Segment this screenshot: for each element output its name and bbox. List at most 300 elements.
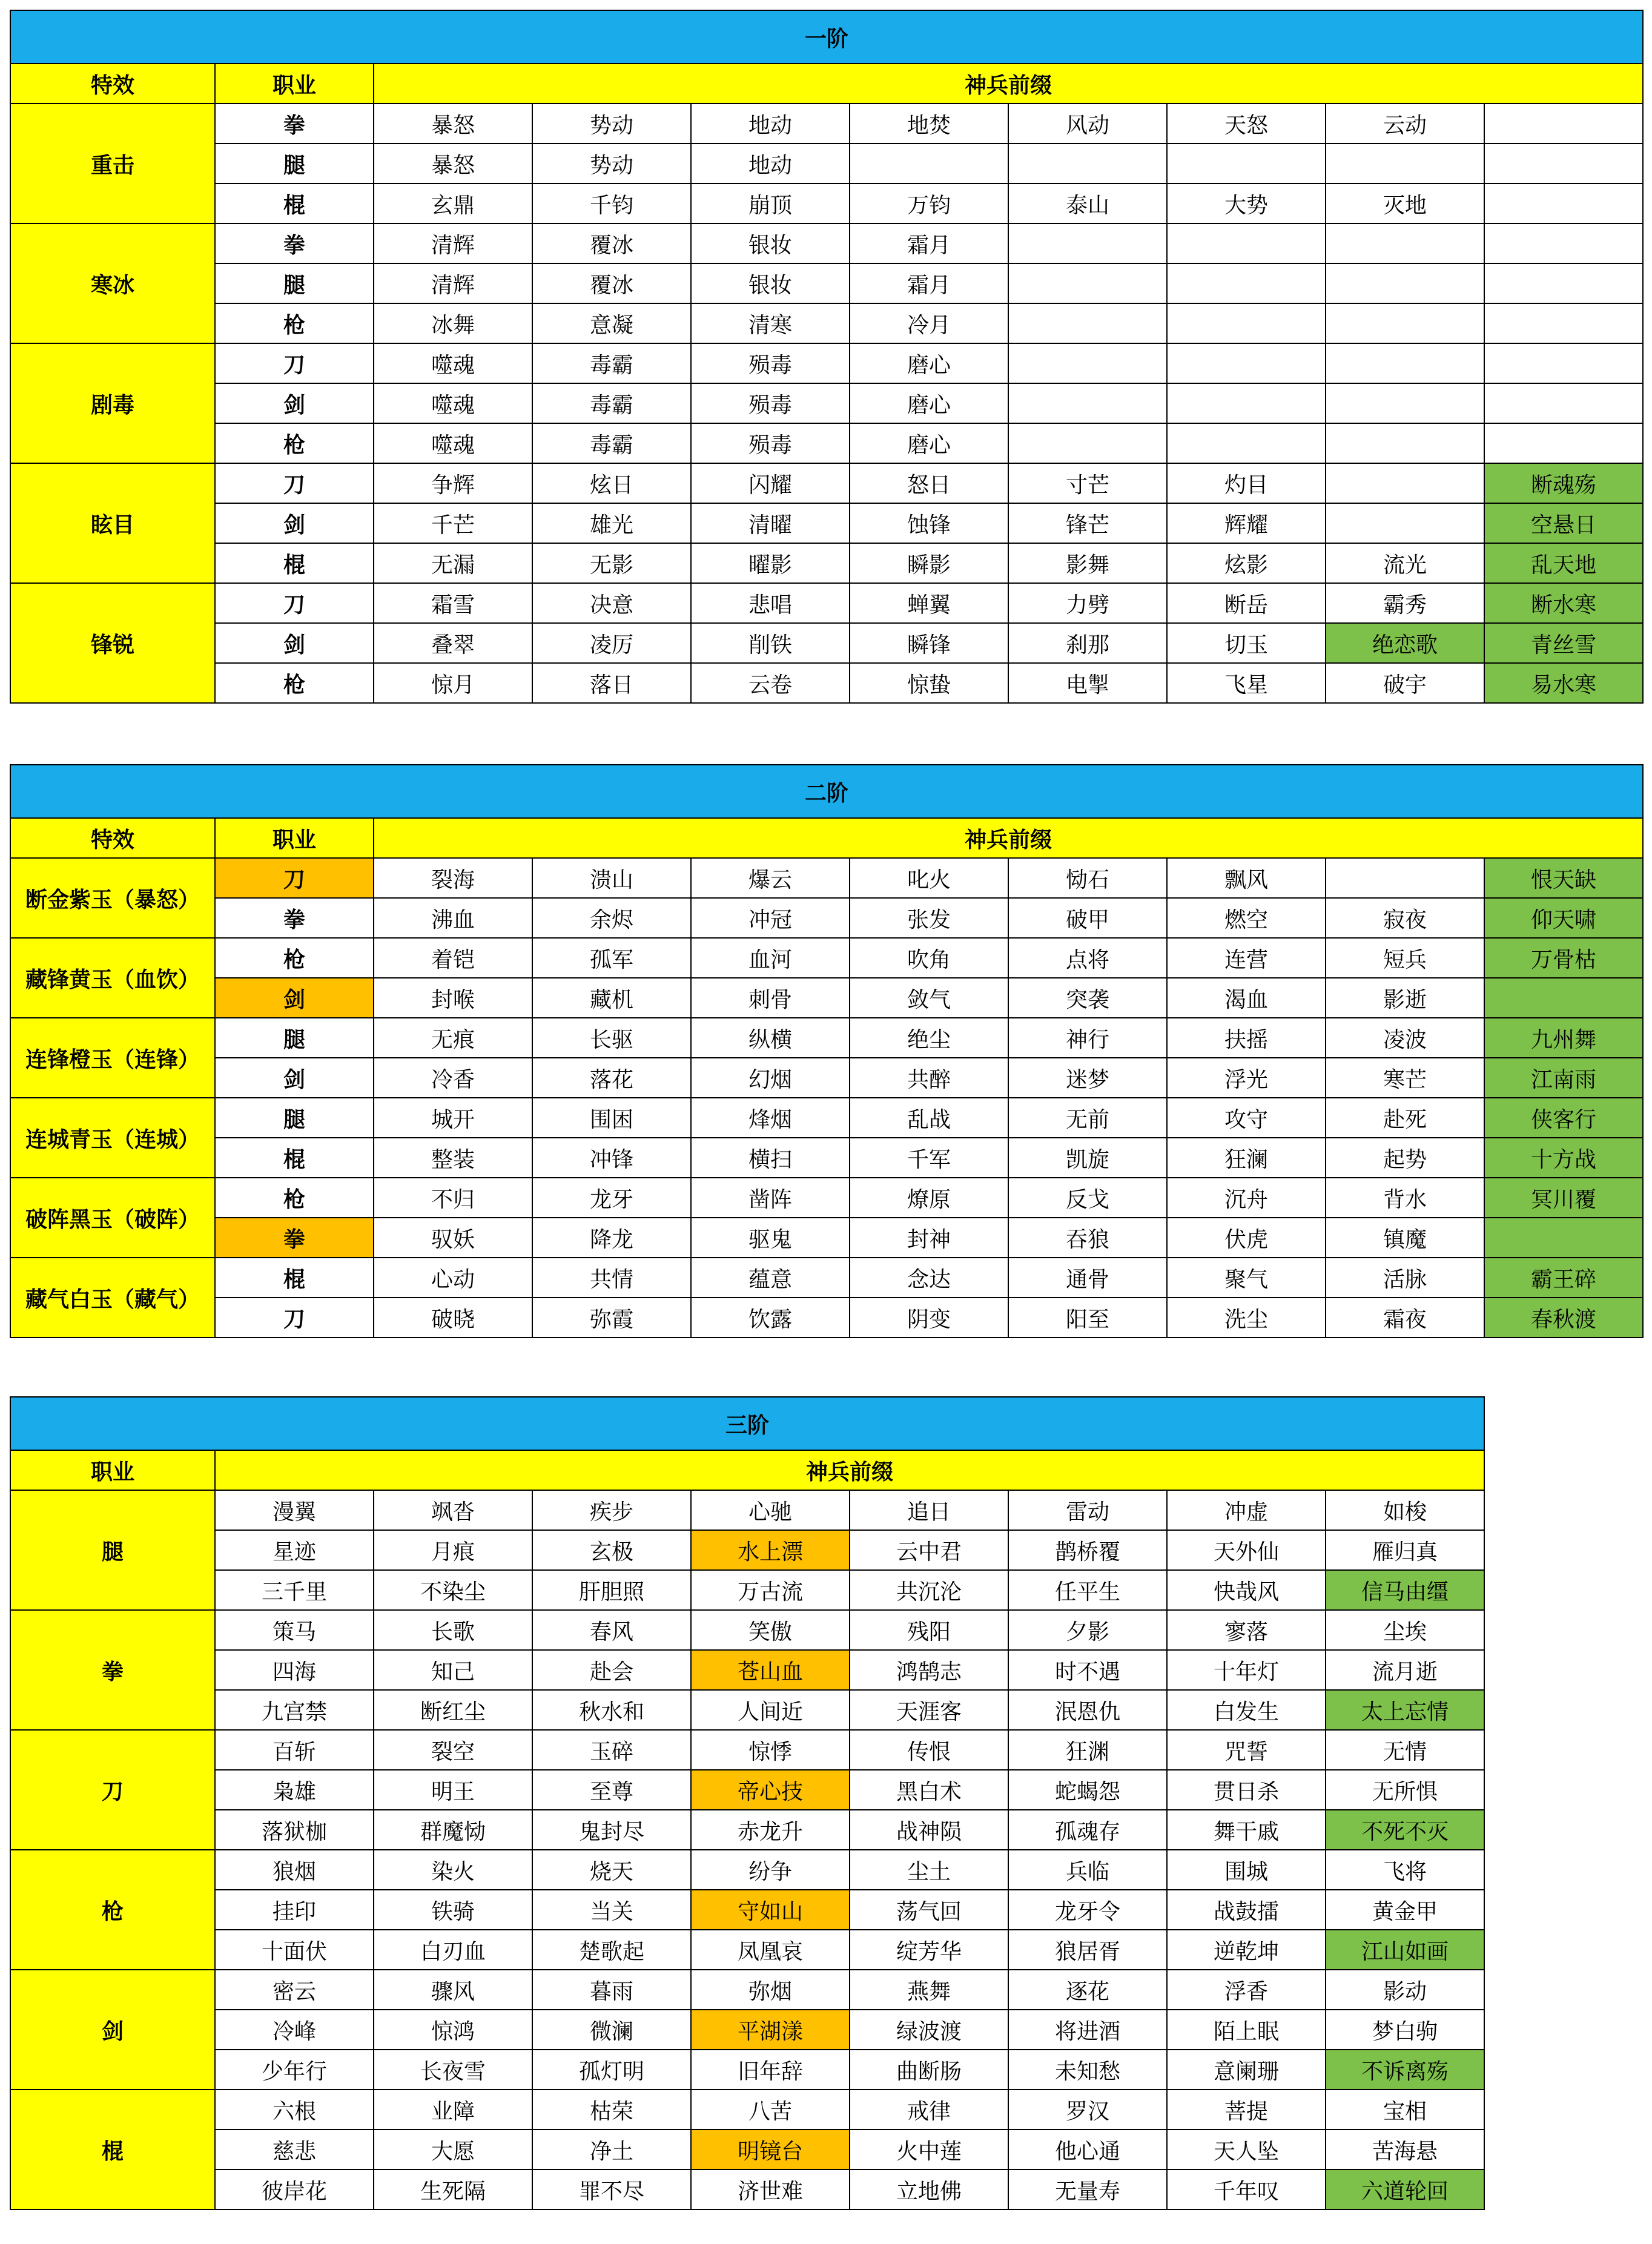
prefix-cell: 封神 (850, 1218, 1008, 1258)
table-row (10, 898, 1643, 938)
prefix-cell: 梦白驹 (1326, 2010, 1484, 2050)
job-cell: 腿 (10, 1490, 215, 1610)
prefix-cell: 大势 (1167, 183, 1326, 223)
prefix-cell: 冲锋 (532, 1138, 691, 1178)
job-cell: 腿 (215, 1098, 374, 1138)
prefix-cell: 旧年辞 (691, 2050, 850, 2090)
prefix-cell: 狼烟 (215, 1850, 374, 1890)
prefix-cell: 突袭 (1008, 978, 1167, 1018)
prefix-cell: 万古流 (691, 1570, 850, 1610)
prefix-cell: 千钧 (532, 183, 691, 223)
prefix-cell: 黑白术 (850, 1770, 1008, 1810)
prefix-cell: 藏机 (532, 978, 691, 1018)
header-row (10, 64, 1643, 104)
prefix-cell (1167, 223, 1326, 263)
section-title: 一阶 (10, 10, 1643, 64)
job-cell: 棍 (215, 543, 374, 583)
prefix-cell: 燎原 (850, 1178, 1008, 1218)
table-row (10, 938, 1643, 978)
prefix-cell: 龙牙令 (1008, 1890, 1167, 1930)
prefix-cell: 千军 (850, 1138, 1008, 1178)
prefix-cell: 云中君 (850, 1530, 1008, 1570)
prefix-cell: 落日 (532, 663, 691, 703)
prefix-cell: 长歌 (374, 1610, 532, 1650)
prefix-cell (1167, 263, 1326, 303)
table-row (10, 1530, 1484, 1570)
prefix-cell: 星迹 (215, 1530, 374, 1570)
prefix-cell: 饮露 (691, 1298, 850, 1338)
header-prefix: 神兵前缀 (215, 1450, 1484, 1490)
prefix-cell: 尘土 (850, 1850, 1008, 1890)
job-cell: 剑 (215, 383, 374, 423)
prefix-cell: 阳至 (1008, 1298, 1167, 1338)
prefix-cell (1326, 223, 1484, 263)
prefix-cell: 微澜 (532, 2010, 691, 2050)
table-row (10, 2010, 1484, 2050)
prefix-cell: 洗尘 (1167, 1298, 1326, 1338)
prefix-cell: 浮光 (1167, 1058, 1326, 1098)
prefix-cell: 尘埃 (1326, 1610, 1484, 1650)
prefix-cell: 殒毒 (691, 383, 850, 423)
table-row (10, 2170, 1484, 2209)
prefix-cell: 冷月 (850, 303, 1008, 343)
prefix-cell (1326, 263, 1484, 303)
prefix-cell (1167, 343, 1326, 383)
job-cell: 棍 (10, 2090, 215, 2209)
header-effect: 特效 (10, 64, 215, 104)
prefix-cell: 霜月 (850, 223, 1008, 263)
effect-cell: 锋锐 (10, 583, 215, 703)
prefix-cell: 惊月 (374, 663, 532, 703)
table-row (10, 1650, 1484, 1690)
prefix-cell: 霸王碎 (1484, 1258, 1643, 1298)
table-row (10, 623, 1643, 663)
prefix-cell: 乱战 (850, 1098, 1008, 1138)
prefix-cell: 曲断肠 (850, 2050, 1008, 2090)
prefix-cell: 影动 (1326, 1970, 1484, 2010)
prefix-cell (1326, 463, 1484, 503)
table-row (10, 858, 1643, 898)
prefix-cell: 铁骑 (374, 1890, 532, 1930)
prefix-cell: 流月逝 (1326, 1650, 1484, 1690)
prefix-cell: 时不遇 (1008, 1650, 1167, 1690)
prefix-cell: 信马由缰 (1326, 1570, 1484, 1610)
effect-cell: 藏锋黄玉（血饮） (10, 938, 215, 1018)
prefix-cell: 势动 (532, 144, 691, 183)
prefix-cell: 爆云 (691, 858, 850, 898)
prefix-cell: 围困 (532, 1098, 691, 1138)
prefix-cell: 云动 (1326, 104, 1484, 144)
prefix-cell: 知己 (374, 1650, 532, 1690)
prefix-cell: 清辉 (374, 263, 532, 303)
prefix-cell: 炫日 (532, 463, 691, 503)
prefix-cell: 大愿 (374, 2130, 532, 2170)
prefix-cell: 瞬锋 (850, 623, 1008, 663)
prefix-cell: 凿阵 (691, 1178, 850, 1218)
prefix-cell: 飞将 (1326, 1850, 1484, 1890)
prefix-cell: 断岳 (1167, 583, 1326, 623)
prefix-cell: 江山如画 (1326, 1930, 1484, 1970)
prefix-cell (1484, 423, 1643, 463)
prefix-cell: 共情 (532, 1258, 691, 1298)
prefix-cell: 裂空 (374, 1730, 532, 1770)
prefix-cell: 噬魂 (374, 343, 532, 383)
prefix-cell: 长驱 (532, 1018, 691, 1058)
prefix-cell (1167, 144, 1326, 183)
prefix-cell: 蝉翼 (850, 583, 1008, 623)
header-job: 职业 (215, 64, 374, 104)
prefix-cell: 万骨枯 (1484, 938, 1643, 978)
prefix-cell: 快哉风 (1167, 1570, 1326, 1610)
prefix-cell (1167, 423, 1326, 463)
prefix-cell: 聚气 (1167, 1258, 1326, 1298)
prefix-cell: 地动 (691, 104, 850, 144)
prefix-cell: 秋水和 (532, 1690, 691, 1730)
job-cell: 棍 (215, 183, 374, 223)
prefix-cell: 肝胆照 (532, 1570, 691, 1610)
prefix-cell: 灭地 (1326, 183, 1484, 223)
prefix-cell: 毒霸 (532, 343, 691, 383)
table-row (10, 383, 1643, 423)
prefix-cell: 孤军 (532, 938, 691, 978)
prefix-cell: 刺骨 (691, 978, 850, 1018)
prefix-cell: 噬魂 (374, 423, 532, 463)
prefix-cell (1008, 303, 1167, 343)
prefix-cell: 传恨 (850, 1730, 1008, 1770)
prefix-cell: 咒誓 (1167, 1730, 1326, 1770)
prefix-cell: 念达 (850, 1258, 1008, 1298)
title-row (10, 765, 1643, 818)
prefix-cell: 无量寿 (1008, 2170, 1167, 2209)
prefix-cell: 他心通 (1008, 2130, 1167, 2170)
prefix-cell: 将进酒 (1008, 2010, 1167, 2050)
prefix-cell: 十年灯 (1167, 1650, 1326, 1690)
prefix-cell: 明王 (374, 1770, 532, 1810)
prefix-cell: 磨心 (850, 383, 1008, 423)
prefix-cell: 龙牙 (532, 1178, 691, 1218)
prefix-cell: 菩提 (1167, 2090, 1326, 2130)
table-row (10, 2050, 1484, 2090)
prefix-cell: 天人坠 (1167, 2130, 1326, 2170)
prefix-cell: 辉耀 (1167, 503, 1326, 543)
prefix-cell: 无前 (1008, 1098, 1167, 1138)
table-row (10, 104, 1643, 144)
prefix-cell: 削铁 (691, 623, 850, 663)
prefix-cell: 覆冰 (532, 263, 691, 303)
prefix-cell: 寸芒 (1008, 463, 1167, 503)
table-row (10, 144, 1643, 183)
prefix-cell: 济世难 (691, 2170, 850, 2209)
prefix-cell: 逆乾坤 (1167, 1930, 1326, 1970)
prefix-cell: 狂澜 (1167, 1138, 1326, 1178)
prefix-cell: 断魂殇 (1484, 463, 1643, 503)
prefix-cell: 降龙 (532, 1218, 691, 1258)
prefix-cell: 人间近 (691, 1690, 850, 1730)
prefix-cell: 曜影 (691, 543, 850, 583)
job-cell: 剑 (10, 1970, 215, 2090)
prefix-cell: 绿波渡 (850, 2010, 1008, 2050)
prefix-cell: 无情 (1326, 1730, 1484, 1770)
table-row (10, 1810, 1484, 1850)
prefix-cell: 空悬日 (1484, 503, 1643, 543)
prefix-cell: 共醉 (850, 1058, 1008, 1098)
prefix-cell: 破甲 (1008, 898, 1167, 938)
prefix-cell: 无痕 (374, 1018, 532, 1058)
table-row (10, 1850, 1484, 1890)
prefix-cell: 鹊桥覆 (1008, 1530, 1167, 1570)
job-cell: 剑 (215, 503, 374, 543)
prefix-cell: 玄极 (532, 1530, 691, 1570)
prefix-cell: 阴变 (850, 1298, 1008, 1338)
table-row (10, 263, 1643, 303)
prefix-cell: 不诉离殇 (1326, 2050, 1484, 2090)
job-cell: 刀 (215, 858, 374, 898)
tier-3-table (10, 1396, 1485, 2210)
prefix-cell: 如梭 (1326, 1490, 1484, 1530)
prefix-cell: 舞干戚 (1167, 1810, 1326, 1850)
prefix-cell: 赴会 (532, 1650, 691, 1690)
prefix-cell: 烽烟 (691, 1098, 850, 1138)
job-cell: 刀 (215, 583, 374, 623)
prefix-cell: 惊悸 (691, 1730, 850, 1770)
prefix-cell: 白刃血 (374, 1930, 532, 1970)
prefix-cell: 活脉 (1326, 1258, 1484, 1298)
prefix-cell: 千芒 (374, 503, 532, 543)
job-cell: 刀 (215, 1298, 374, 1338)
prefix-cell: 八苦 (691, 2090, 850, 2130)
prefix-cell: 凌厉 (532, 623, 691, 663)
job-cell: 枪 (215, 663, 374, 703)
job-cell: 腿 (215, 144, 374, 183)
table-row (10, 303, 1643, 343)
prefix-cell: 赤龙升 (691, 1810, 850, 1850)
prefix-cell: 罪不尽 (532, 2170, 691, 2209)
table-row (10, 663, 1643, 703)
prefix-cell: 长夜雪 (374, 2050, 532, 2090)
prefix-cell: 神行 (1008, 1018, 1167, 1058)
prefix-cell: 冲冠 (691, 898, 850, 938)
prefix-cell: 燃空 (1167, 898, 1326, 938)
prefix-cell (1167, 303, 1326, 343)
prefix-cell: 毒霸 (532, 423, 691, 463)
prefix-cell: 反戈 (1008, 1178, 1167, 1218)
prefix-cell: 蛇蝎怨 (1008, 1770, 1167, 1810)
prefix-cell: 锋芒 (1008, 503, 1167, 543)
prefix-cell: 霜夜 (1326, 1298, 1484, 1338)
job-cell: 棍 (215, 1138, 374, 1178)
prefix-cell: 浮香 (1167, 1970, 1326, 2010)
prefix-cell: 闪耀 (691, 463, 850, 503)
prefix-cell: 清寒 (691, 303, 850, 343)
prefix-cell: 共沉沦 (850, 1570, 1008, 1610)
prefix-cell: 地动 (691, 144, 850, 183)
prefix-cell: 余烬 (532, 898, 691, 938)
prefix-cell: 绝恋歌 (1326, 623, 1484, 663)
prefix-cell (1484, 223, 1643, 263)
prefix-cell (1484, 303, 1643, 343)
prefix-cell: 无所惧 (1326, 1770, 1484, 1810)
prefix-cell: 雁归真 (1326, 1530, 1484, 1570)
prefix-cell: 影逝 (1326, 978, 1484, 1018)
prefix-cell: 溃山 (532, 858, 691, 898)
prefix-cell: 驱鬼 (691, 1218, 850, 1258)
job-cell: 剑 (215, 978, 374, 1018)
prefix-cell: 当关 (532, 1890, 691, 1930)
prefix-cell: 楚歌起 (532, 1930, 691, 1970)
header-row (10, 1450, 1484, 1490)
prefix-cell: 枯荣 (532, 2090, 691, 2130)
prefix-cell (1167, 383, 1326, 423)
prefix-cell: 流光 (1326, 543, 1484, 583)
prefix-cell: 仰天啸 (1484, 898, 1643, 938)
job-cell: 枪 (215, 423, 374, 463)
prefix-cell: 冥川覆 (1484, 1178, 1643, 1218)
header-row (10, 818, 1643, 858)
prefix-cell: 扶摇 (1167, 1018, 1326, 1058)
prefix-cell: 六根 (215, 2090, 374, 2130)
prefix-cell (1326, 423, 1484, 463)
prefix-cell: 万钧 (850, 183, 1008, 223)
prefix-cell: 力劈 (1008, 583, 1167, 623)
prefix-cell: 寥落 (1167, 1610, 1326, 1650)
prefix-cell: 伏虎 (1167, 1218, 1326, 1258)
prefix-cell: 天涯客 (850, 1690, 1008, 1730)
prefix-cell: 沸血 (374, 898, 532, 938)
job-cell: 拳 (215, 104, 374, 144)
prefix-cell: 戒律 (850, 2090, 1008, 2130)
prefix-cell: 天外仙 (1167, 1530, 1326, 1570)
prefix-cell: 三千里 (215, 1570, 374, 1610)
prefix-cell: 城开 (374, 1098, 532, 1138)
prefix-cell: 心动 (374, 1258, 532, 1298)
tier-1-table (10, 10, 1644, 704)
prefix-cell: 落花 (532, 1058, 691, 1098)
prefix-cell: 冷峰 (215, 2010, 374, 2050)
prefix-cell: 霜月 (850, 263, 1008, 303)
prefix-cell: 漫翼 (215, 1490, 374, 1530)
title-row (10, 10, 1643, 64)
prefix-cell: 纵横 (691, 1018, 850, 1058)
prefix-cell: 千年叹 (1167, 2170, 1326, 2209)
prefix-cell: 崩顶 (691, 183, 850, 223)
prefix-cell: 策马 (215, 1610, 374, 1650)
prefix-cell (1326, 144, 1484, 183)
prefix-cell: 追日 (850, 1490, 1008, 1530)
prefix-cell (1484, 343, 1643, 383)
prefix-cell: 帝心技 (691, 1770, 850, 1810)
prefix-cell: 易水寒 (1484, 663, 1643, 703)
prefix-cell: 天怒 (1167, 104, 1326, 144)
table-row (10, 2130, 1484, 2170)
prefix-cell: 短兵 (1326, 938, 1484, 978)
prefix-cell (1484, 383, 1643, 423)
prefix-cell: 火中莲 (850, 2130, 1008, 2170)
prefix-cell: 幻烟 (691, 1058, 850, 1098)
prefix-cell: 渴血 (1167, 978, 1326, 1018)
prefix-cell: 净土 (532, 2130, 691, 2170)
prefix-cell: 守如山 (691, 1890, 850, 1930)
prefix-cell (1484, 144, 1643, 183)
prefix-cell: 燕舞 (850, 1970, 1008, 2010)
prefix-cell (1008, 263, 1167, 303)
effect-cell: 破阵黑玉（破阵） (10, 1178, 215, 1258)
prefix-cell: 罗汉 (1008, 2090, 1167, 2130)
job-cell: 剑 (215, 623, 374, 663)
prefix-cell: 立地佛 (850, 2170, 1008, 2209)
prefix-cell: 狼居胥 (1008, 1930, 1167, 1970)
header-effect: 特效 (10, 818, 215, 858)
prefix-cell: 冲虚 (1167, 1490, 1326, 1530)
header-job: 职业 (215, 818, 374, 858)
prefix-cell: 慈悲 (215, 2130, 374, 2170)
effect-cell: 连锋橙玉（连锋） (10, 1018, 215, 1098)
prefix-cell: 血河 (691, 938, 850, 978)
prefix-cell: 电掣 (1008, 663, 1167, 703)
prefix-cell: 密云 (215, 1970, 374, 2010)
prefix-cell: 陌上眠 (1167, 2010, 1326, 2050)
prefix-cell: 至尊 (532, 1770, 691, 1810)
prefix-cell: 迷梦 (1008, 1058, 1167, 1098)
table-row (10, 1570, 1484, 1610)
table-row (10, 583, 1643, 623)
section-title: 二阶 (10, 765, 1643, 818)
prefix-cell (1484, 183, 1643, 223)
prefix-cell: 贯日杀 (1167, 1770, 1326, 1810)
prefix-cell: 凯旋 (1008, 1138, 1167, 1178)
prefix-cell: 弥霞 (532, 1298, 691, 1338)
prefix-cell: 横扫 (691, 1138, 850, 1178)
prefix-cell: 乱天地 (1484, 543, 1643, 583)
effect-cell: 连城青玉（连城） (10, 1098, 215, 1178)
prefix-cell: 泰山 (1008, 183, 1167, 223)
table-row (10, 1058, 1643, 1098)
prefix-cell: 骤风 (374, 1970, 532, 2010)
prefix-cell: 九宫禁 (215, 1690, 374, 1730)
prefix-cell: 不归 (374, 1178, 532, 1218)
prefix-cell (1326, 343, 1484, 383)
prefix-cell: 惊鸿 (374, 2010, 532, 2050)
prefix-cell: 灼目 (1167, 463, 1326, 503)
job-cell: 枪 (215, 303, 374, 343)
prefix-cell: 雄光 (532, 503, 691, 543)
prefix-cell: 断水寒 (1484, 583, 1643, 623)
prefix-cell: 疾步 (532, 1490, 691, 1530)
prefix-cell (1484, 104, 1643, 144)
prefix-cell: 殒毒 (691, 423, 850, 463)
prefix-cell: 逐花 (1008, 1970, 1167, 2010)
prefix-cell (1008, 223, 1167, 263)
table-row (10, 1690, 1484, 1730)
table-row (10, 1930, 1484, 1970)
prefix-cell: 赴死 (1326, 1098, 1484, 1138)
prefix-cell: 瞬影 (850, 543, 1008, 583)
prefix-cell: 战鼓擂 (1167, 1890, 1326, 1930)
prefix-cell: 鬼封尽 (532, 1810, 691, 1850)
prefix-cell: 业障 (374, 2090, 532, 2130)
prefix-cell: 百斩 (215, 1730, 374, 1770)
prefix-cell: 明镜台 (691, 2130, 850, 2170)
prefix-cell: 鸿鹄志 (850, 1650, 1008, 1690)
prefix-cell: 磨心 (850, 343, 1008, 383)
table-row (10, 1890, 1484, 1930)
table-row (10, 2090, 1484, 2130)
prefix-cell: 叠翠 (374, 623, 532, 663)
prefix-cell: 驭妖 (374, 1218, 532, 1258)
prefix-cell: 风动 (1008, 104, 1167, 144)
table-row (10, 1138, 1643, 1178)
prefix-cell: 玄鼎 (374, 183, 532, 223)
prefix-cell: 夕影 (1008, 1610, 1167, 1650)
